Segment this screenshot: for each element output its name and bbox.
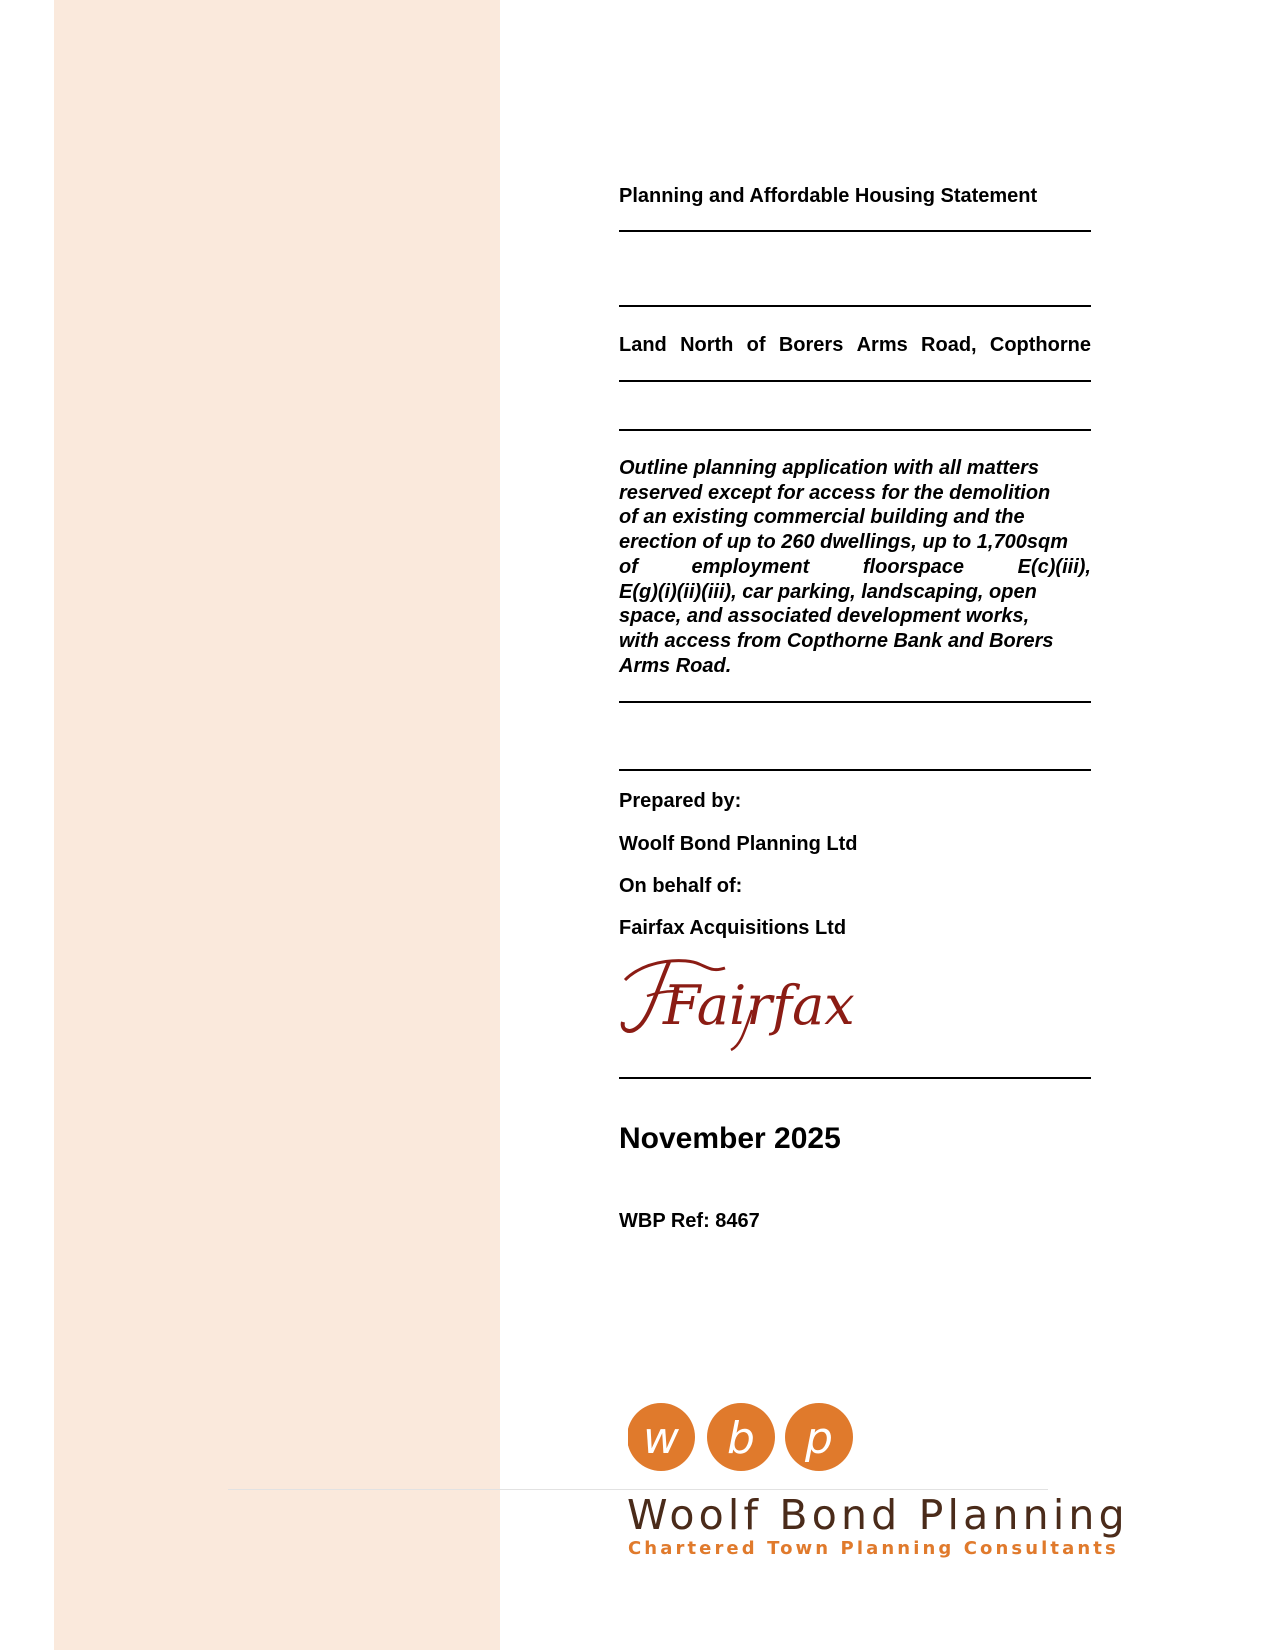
firm-tagline: Chartered Town Planning Consultants [628,1538,1119,1559]
description-line-spread: of employment floorspace E(c)(iii), [619,555,1091,578]
divider [619,701,1091,703]
svg-text:b: b [727,1413,755,1464]
site-word: Arms [856,334,908,356]
description-line: of an existing commercial building and the [619,506,1025,529]
side-color-band [54,0,500,1650]
site-name [619,333,1091,357]
application-description [619,456,1091,678]
site-name-block [619,333,1091,357]
site-word: Land [619,334,667,356]
svg-text:w: w [643,1413,679,1464]
divider [619,380,1091,382]
footer-divider [228,1489,1048,1490]
document-date: November 2025 [619,1122,841,1155]
document-title-block [619,184,1091,208]
wbp-logo-circles [628,1402,858,1472]
site-word: Copthorne [989,334,1091,356]
site-word: of [746,334,766,356]
divider [619,305,1091,307]
description-line: Arms Road. [619,654,732,677]
on-behalf-name: Fairfax Acquisitions Ltd [619,917,847,939]
description-line: E(g)(i)(ii)(iii), car parking, landscaping, open [619,580,1037,603]
site-word: North [680,334,734,356]
prepared-by-label: Prepared by: [619,790,742,812]
svg-text:p: p [805,1413,833,1464]
site-word: Road, [921,334,977,356]
reference-number: WBP Ref: 8467 [619,1210,760,1232]
divider [619,769,1091,771]
divider [619,1077,1091,1079]
firm-name: Woolf Bond Planning [627,1491,1129,1539]
description-line: reserved except for access for the demolition [619,481,1051,504]
svg-text:Fairfax: Fairfax [663,974,855,1037]
fairfax-logo [617,950,857,1055]
prepared-by-name: Woolf Bond Planning Ltd [619,833,858,855]
description-line: with access from Copthorne Bank and Borers [619,629,1054,652]
description-line: Outline planning application with all matters [619,457,1040,479]
on-behalf-label: On behalf of: [619,875,743,897]
document-title: Planning and Affordable Housing Statement [619,185,1038,207]
divider [619,230,1091,232]
description-line: space, and associated development works, [619,605,1030,628]
description-line: erection of up to 260 dwellings, up to 1,700sqm [619,531,1068,554]
divider [619,429,1091,431]
site-word: Borers [778,334,844,356]
